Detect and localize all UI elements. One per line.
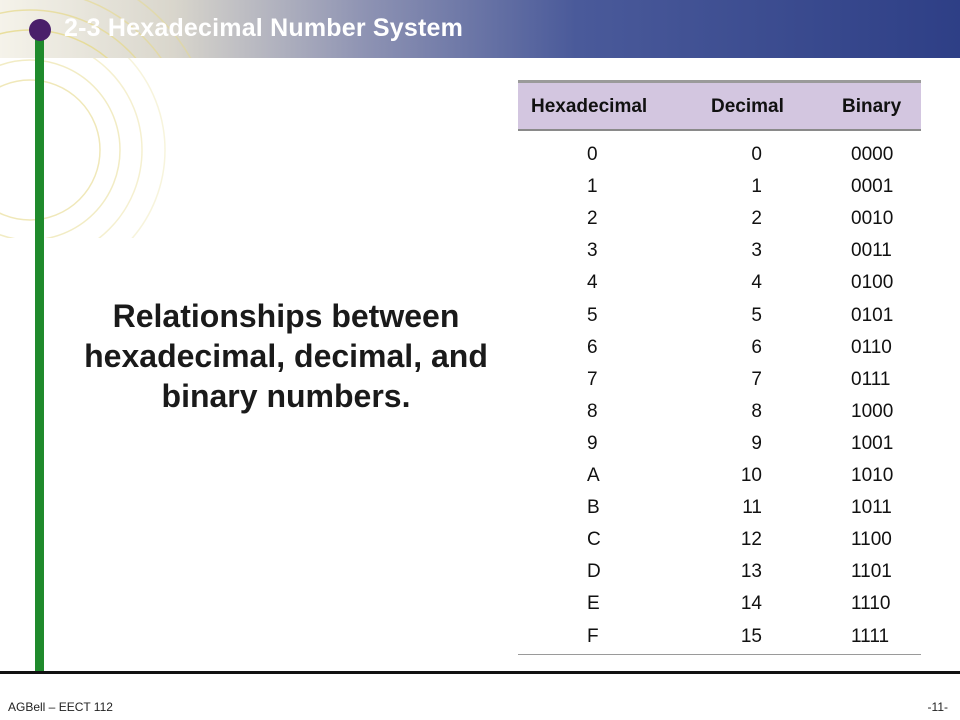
cell-decimal: 0 bbox=[751, 144, 762, 165]
cell-decimal: 13 bbox=[740, 561, 762, 583]
header-bar bbox=[0, 0, 960, 58]
cell-hex: D bbox=[587, 561, 601, 583]
cell-binary: 1110 bbox=[851, 593, 891, 615]
table-body bbox=[518, 131, 921, 654]
title-bullet-icon bbox=[29, 19, 51, 41]
cell-binary: 0010 bbox=[851, 208, 894, 230]
cell-hex: 2 bbox=[587, 208, 598, 230]
footer-page-number: -11- bbox=[927, 700, 948, 714]
cell-binary: 1111 bbox=[851, 625, 890, 647]
cell-hex: 3 bbox=[587, 240, 598, 262]
cell-decimal: 2 bbox=[751, 208, 762, 230]
cell-decimal: 7 bbox=[751, 368, 762, 390]
header-decimal: Decimal bbox=[711, 96, 784, 117]
cell-binary: 0101 bbox=[851, 304, 894, 326]
cell-binary: 1010 bbox=[851, 465, 894, 486]
cell-decimal: 10 bbox=[740, 465, 762, 486]
cell-binary: 1101 bbox=[851, 561, 892, 583]
table-row bbox=[518, 497, 921, 529]
table-row bbox=[518, 433, 921, 465]
cell-hex: A bbox=[587, 465, 600, 486]
cell-hex: 4 bbox=[587, 272, 598, 294]
cell-binary: 1100 bbox=[851, 529, 892, 551]
table-row bbox=[518, 337, 921, 369]
table-row bbox=[518, 465, 921, 497]
cell-hex: 0 bbox=[587, 144, 598, 165]
accent-bar bbox=[35, 36, 44, 672]
header-hexadecimal: Hexadecimal bbox=[531, 96, 648, 117]
footer-rule bbox=[0, 671, 960, 674]
cell-hex: 5 bbox=[587, 304, 598, 326]
cell-decimal: 3 bbox=[751, 240, 762, 262]
slide-title: 2-3 Hexadecimal Number System bbox=[64, 14, 464, 42]
table-row bbox=[518, 272, 921, 304]
cell-hex: 8 bbox=[587, 400, 598, 422]
cell-decimal: 9 bbox=[751, 432, 762, 454]
table-row bbox=[518, 369, 921, 401]
cell-binary: 1011 bbox=[851, 497, 892, 519]
table-row bbox=[518, 626, 921, 658]
cell-binary: 0111 bbox=[851, 368, 891, 390]
cell-binary: 0011 bbox=[851, 240, 892, 262]
table-header bbox=[518, 83, 921, 131]
cell-hex: 6 bbox=[587, 336, 598, 358]
cell-decimal: 14 bbox=[740, 593, 762, 615]
table-row bbox=[518, 144, 921, 176]
cell-decimal: 12 bbox=[740, 529, 762, 551]
header-binary: Binary bbox=[842, 96, 902, 117]
cell-binary: 0100 bbox=[851, 272, 894, 294]
cell-decimal: 1 bbox=[751, 176, 762, 198]
conversion-table bbox=[518, 80, 921, 655]
table-row bbox=[518, 208, 921, 240]
cell-decimal: 4 bbox=[751, 272, 762, 294]
cell-decimal: 8 bbox=[751, 400, 762, 422]
cell-hex: 9 bbox=[587, 432, 598, 454]
cell-binary: 0000 bbox=[851, 144, 894, 165]
cell-hex: C bbox=[587, 529, 601, 551]
table-row bbox=[518, 240, 921, 272]
table-row bbox=[518, 529, 921, 561]
cell-hex: 7 bbox=[587, 368, 598, 390]
cell-hex: F bbox=[587, 625, 599, 647]
cell-decimal: 6 bbox=[751, 336, 762, 358]
footer-course: AGBell – EECT 112 bbox=[8, 700, 113, 714]
cell-binary: 0110 bbox=[851, 336, 892, 358]
cell-hex: B bbox=[587, 497, 600, 519]
cell-binary: 1000 bbox=[851, 400, 894, 422]
cell-decimal: 15 bbox=[740, 625, 762, 647]
table-row bbox=[518, 401, 921, 433]
cell-hex: 1 bbox=[587, 176, 598, 198]
cell-decimal: 11 bbox=[742, 497, 762, 519]
slide-caption: Relationships between hexadecimal, decimal, and binary numbers. bbox=[84, 298, 488, 414]
cell-decimal: 5 bbox=[751, 304, 762, 326]
table-row bbox=[518, 305, 921, 337]
table-row bbox=[518, 593, 921, 625]
decorative-arcs-lower bbox=[0, 58, 200, 238]
cell-binary: 1001 bbox=[851, 432, 894, 454]
cell-binary: 0001 bbox=[851, 176, 894, 198]
table-row bbox=[518, 176, 921, 208]
table-row bbox=[518, 561, 921, 593]
cell-hex: E bbox=[587, 593, 600, 615]
